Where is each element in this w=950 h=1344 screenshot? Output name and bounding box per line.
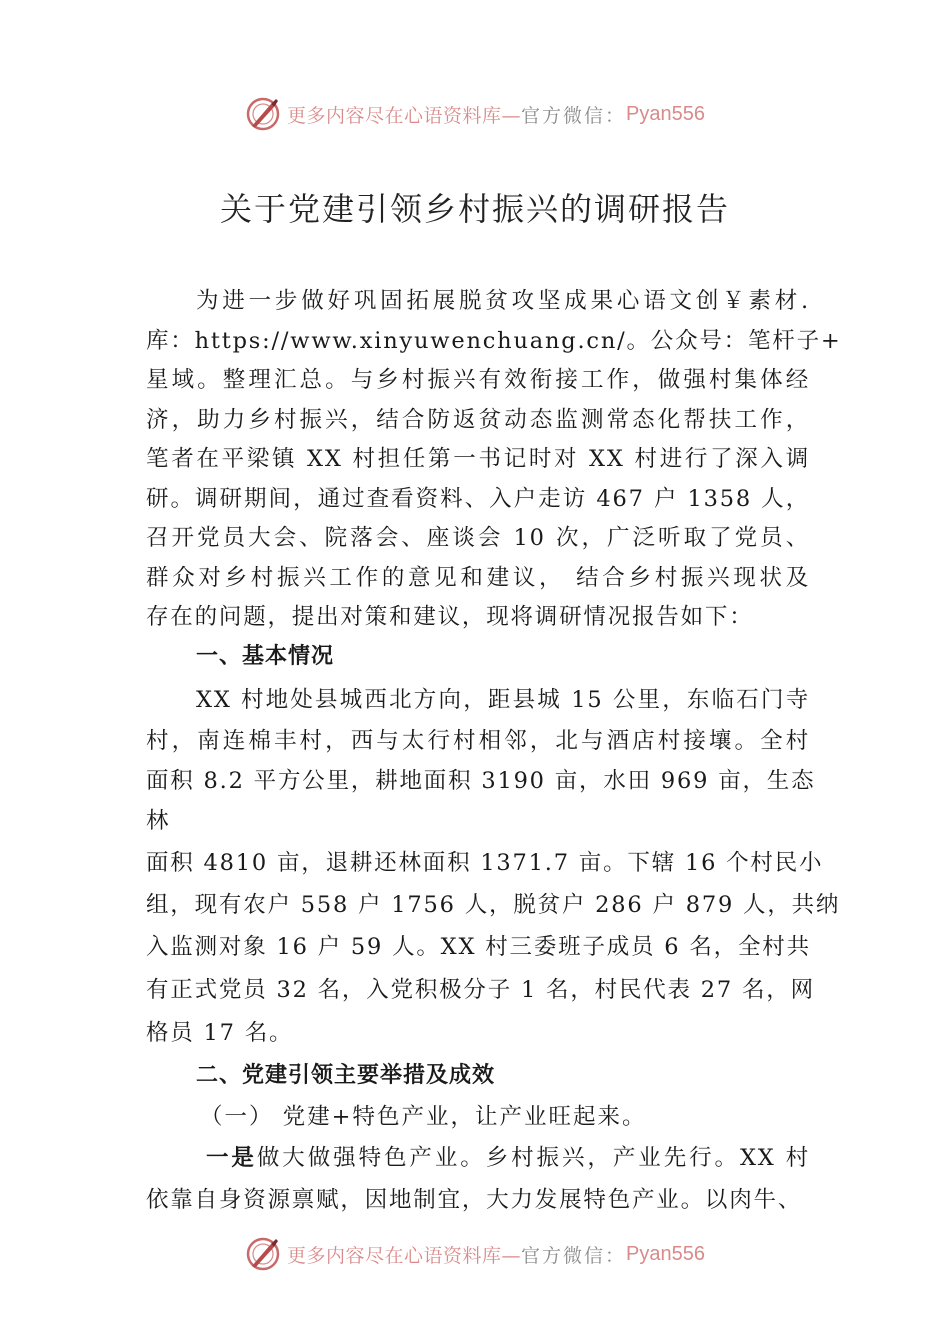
document-title: 关于党建引领乡村振兴的调研报告 [219,190,730,228]
intro-line-5: 笔者在平梁镇 XX 村担任第一书记时对 XX 村进行了深入调 [146,446,810,472]
section1-line-1: XX 村地处县城西北方向，距县城 15 公里，东临石门寺 [196,687,810,713]
section1-line-3: 面积 8.2 平方公里，耕地面积 3190 亩，水田 969 亩，生态 [146,768,816,794]
section1-line-6: 组，现有农户 558 户 1756 人，脱贫户 286 户 879 人，共纳 [146,892,841,918]
brush-logo-icon [245,96,281,132]
banner-wechat-id: Pyan556 [626,1242,705,1265]
brush-logo-icon [245,1236,281,1272]
footer-banner [0,1234,950,1274]
section2-point-line-1 [206,1140,810,1172]
section2-point-line-2: 依靠自身资源禀赋，因地制宜，大力发展特色产业。以肉牛、 [146,1187,803,1213]
section-heading-basic: 一、基本情况 [196,644,335,669]
sub-heading-industry: （一） 党建+特色产业，让产业旺起来。 [200,1104,647,1130]
section-heading-measures: 二、党建引领主要举措及成效 [196,1063,496,1088]
section1-line-8: 有正式党员 32 名，入党积极分子 1 名，村民代表 27 名，网 [146,977,815,1003]
intro-line-1: 为进一步做好巩固拓展脱贫攻坚成果心语文创￥素材. [196,288,810,314]
banner-text: 更多内容尽在心语资料库— [287,104,522,127]
intro-line-8: 群众对乡村振兴工作的意见和建议， 结合乡村振兴现状及 [146,565,810,591]
section1-line-7: 入监测对象 16 户 59 人。XX 村三委班子成员 6 名，全村共 [146,934,811,960]
banner-wechat-label: 官方微信： [521,1244,627,1267]
header-banner [0,94,950,134]
intro-line-4: 济，助力乡村振兴，结合防返贫动态监测常态化帮扶工作， [146,407,810,433]
point-label: 一是 [206,1145,257,1171]
banner-wechat-id: Pyan556 [626,102,705,125]
intro-line-7: 召开党员大会、院落会、座谈会 10 次，广泛听取了党员、 [146,525,810,551]
banner-text: 更多内容尽在心语资料库— [287,1244,522,1267]
intro-line-2: 库：https://www.xinyuwenchuang.cn/。公众号：笔杆子+ [146,328,842,354]
point-text: 做大做强特色产业。乡村振兴，产业先行。XX 村 [256,1145,810,1171]
banner-wechat-label: 官方微信： [521,104,627,127]
section1-line-4: 林 [146,808,171,834]
intro-line-6: 研。调研期间，通过查看资料、入户走访 467 户 1358 人， [146,486,810,512]
intro-line-3: 星域。整理汇总。与乡村振兴有效衔接工作，做强村集体经 [146,367,810,393]
section1-line-2: 村，南连棉丰村，西与太行村相邻，北与酒店村接壤。全村 [146,728,810,754]
section1-line-5: 面积 4810 亩，退耕还林面积 1371.7 亩。下辖 16 个村民小 [146,850,824,876]
intro-line-9: 存在的问题，提出对策和建议，现将调研情况报告如下： [146,604,754,630]
section1-line-9: 格员 17 名。 [146,1020,294,1046]
